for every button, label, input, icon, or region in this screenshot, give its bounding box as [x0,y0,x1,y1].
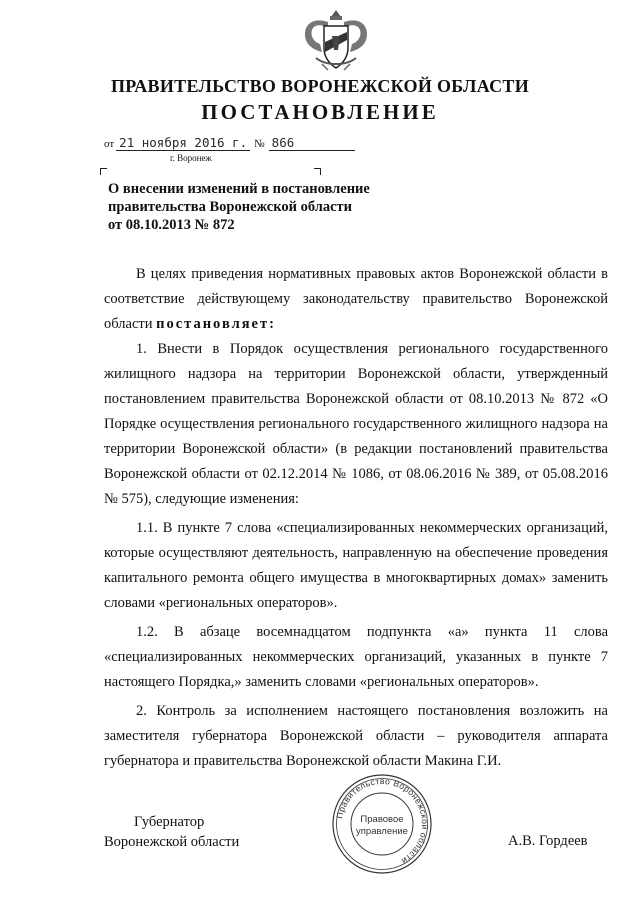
subject-line: правительства Воронежской области [108,199,353,215]
subject-line: от 08.10.2013 № 872 [108,217,235,233]
document-body [104,262,608,774]
item-1-1: 1.1. В пункте 7 слова «специализированных некоммерческих организаций, которые осуществляют деятельность, направленную на обеспечение проведения капитального ремонта общего имущества в многоквартирных домах» заменить словами «региональных операторов». [104,520,608,611]
city-name: г. Воронеж [170,153,212,163]
from-label: от [104,138,115,150]
item-1: 1. Внести в Порядок осуществления регионального государственного жилищного надзора на территории Воронежской области, утвержденный постановлением правительства Воронежской области от 08.10.2013 № 872 «О Порядке осуществления регионального государственного жилищного надзора на территории Воронежской области» (в редакции постановлений правительства Воронежской области от 02.12.2014 № 1086, от 08.06.2016 № 389, от 05.08.2016 № 575), следующие изменения: [104,341,608,507]
intro-paragraph [104,262,608,337]
document-number: 866 [269,135,355,151]
item-1-2: 1.2. В абзаце восемнадцатом подпункта «а» пункта 11 слова «специализированных некоммерческих организаций, указанных в пункте 7 настоящего Порядка,» заменить словами «региональных операторов». [104,624,608,690]
stamp-inner-line: Правовое [360,814,404,825]
signer-name: А.В. Гордеев [508,833,588,849]
organization-name: ПРАВИТЕЛЬСТВО ВОРОНЕЖСКОЙ ОБЛАСТИ [110,76,530,96]
stamp-ring-text: Правительство Воронежской области [334,775,431,867]
stamp-inner-line: управление [356,826,408,837]
subject-bracket-left [100,168,107,175]
coat-of-arms-icon [298,6,374,76]
signatory-position [104,812,239,852]
document-type: ПОСТАНОВЛЕНИЕ [201,100,439,124]
item-2: 2. Контроль за исполнением настоящего постановления возложить на заместителя губернатора Воронежской области – руководителя аппарата губернатора и правительства Воронежской области Макина Г.И. [104,703,608,769]
official-stamp [330,772,434,876]
document-subject [108,180,408,234]
intro-text: В целях приведения нормативных правовых актов Воронежской области в соответствие действующему законодательству правительство Воронежской области [104,266,608,332]
resolves-word: постановляет: [156,316,276,332]
document-date: 21 ноября 2016 г. [116,135,250,151]
document-meta [104,135,355,151]
subject-bracket-right [314,168,321,175]
position-line: Губернатор [134,814,205,830]
subject-line: О внесении изменений в постановление [108,181,370,197]
position-line: Воронежской области [104,834,240,850]
number-label: № [254,138,265,150]
